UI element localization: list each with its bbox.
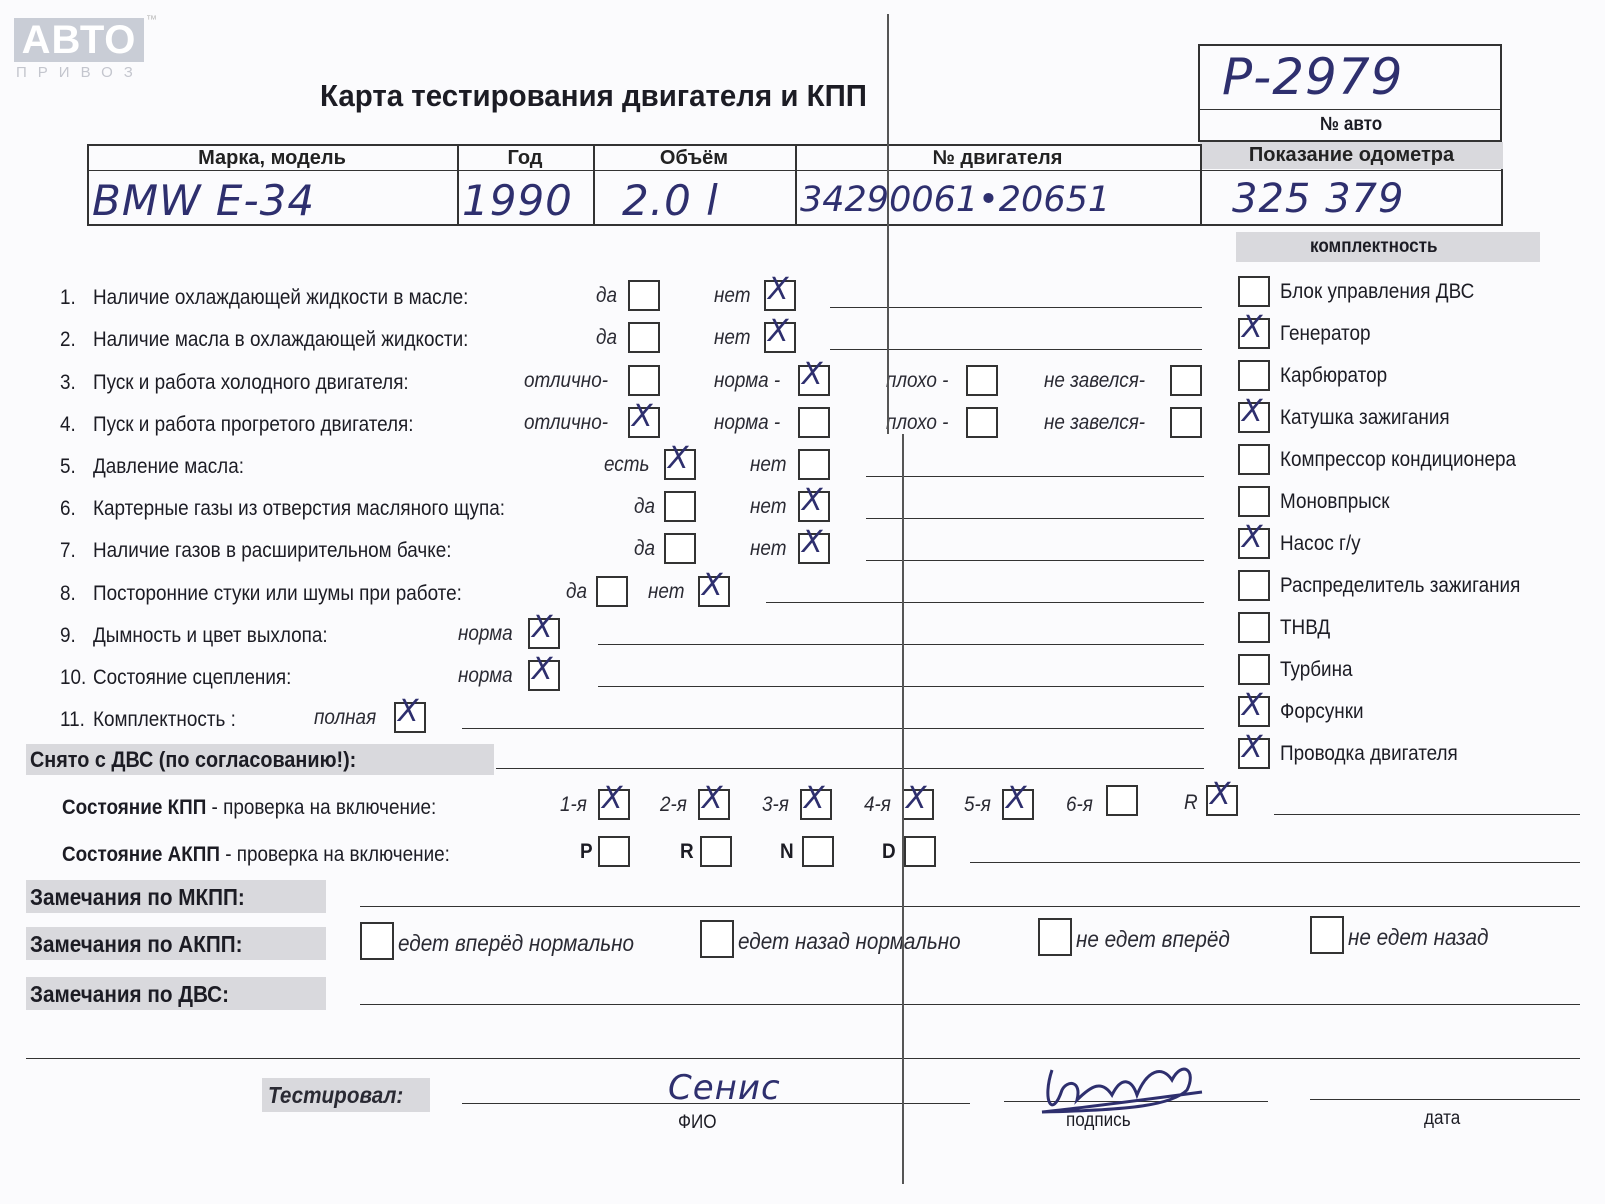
- check-mark: X: [1242, 520, 1263, 555]
- removed-label: Снято с ДВС (по согласованию!):: [30, 747, 357, 772]
- kpp-gear-6-label: 6-я: [1066, 793, 1093, 816]
- remarks-mkpp-line: [360, 906, 1580, 907]
- akpp-gear-n-label: N: [780, 840, 794, 863]
- check-mark: X: [532, 610, 553, 645]
- kit-4-checkbox[interactable]: [1238, 394, 1270, 433]
- check-5-opt-1-checkbox[interactable]: [664, 441, 696, 480]
- kpp-gear-3-checkbox[interactable]: [800, 781, 832, 820]
- check-2-opt-2-checkbox[interactable]: [764, 314, 796, 353]
- check-7-opt-2-checkbox[interactable]: [798, 525, 830, 564]
- kpp-line: [1274, 814, 1580, 815]
- check-8-number: 8.: [60, 582, 76, 605]
- odometer-label: Показание одометра: [1248, 144, 1455, 166]
- kpp-gear-6-checkbox[interactable]: [1106, 785, 1138, 816]
- akpp-gear-p-label: P: [580, 840, 593, 863]
- kit-6-label: Моновпрыск: [1280, 490, 1390, 513]
- check-1-opt-1-label: да: [596, 284, 617, 307]
- check-mark: X: [532, 652, 553, 687]
- year-label: Год: [507, 147, 543, 169]
- fio-value: Сенис: [668, 1068, 781, 1108]
- remarks-mkpp-label: Замечания по МКПП:: [30, 884, 245, 910]
- check-2-number: 2.: [60, 328, 76, 351]
- kpp-gear-r-label: R: [1184, 791, 1198, 814]
- akpp-remark-2-checkbox[interactable]: [700, 920, 734, 958]
- check-3-opt-4-label: не завелся-: [1044, 369, 1146, 392]
- check-mark: X: [1242, 310, 1263, 345]
- kit-2-checkbox[interactable]: [1238, 310, 1270, 349]
- check-2-label: Наличие масла в охлаждающей жидкости:: [93, 328, 469, 351]
- check-8-opt-1-checkbox[interactable]: [596, 576, 628, 607]
- check-1-opt-2-label: нет: [714, 284, 751, 307]
- akpp-remark-2-label: едет назад нормально: [738, 928, 961, 954]
- car-number-label: № авто: [1320, 114, 1383, 135]
- car-number-divider: [1198, 109, 1502, 110]
- check-mark: X: [906, 781, 927, 816]
- check-3-opt-1-label: отлично-: [524, 369, 609, 392]
- check-8-opt-2-label: нет: [648, 580, 685, 603]
- kit-7-label: Насос г/у: [1280, 532, 1361, 555]
- odometer-value: 325 379: [1232, 176, 1405, 222]
- logo-tm: ™: [146, 14, 157, 26]
- kit-8-label: Распределитель зажигания: [1280, 574, 1521, 597]
- check-9-opt-1-checkbox[interactable]: [528, 610, 560, 649]
- akpp-gear-d-label: D: [882, 840, 896, 863]
- check-4-opt-3-checkbox[interactable]: [966, 407, 998, 438]
- check-3-opt-4-checkbox[interactable]: [1170, 365, 1202, 396]
- check-mark: X: [702, 781, 723, 816]
- check-mark: X: [1006, 781, 1027, 816]
- kit-11-label: Форсунки: [1280, 700, 1364, 723]
- kit-8-checkbox[interactable]: [1238, 570, 1270, 601]
- check-mark: X: [398, 694, 419, 729]
- kpp-label-rest: - проверка на включение:: [206, 796, 437, 819]
- check-9-opt-1-label: норма: [458, 622, 513, 645]
- akpp-remark-1-checkbox[interactable]: [360, 922, 394, 960]
- check-6-opt-2-label: нет: [750, 495, 787, 518]
- fold-line-1: [887, 14, 889, 434]
- check-11-opt-1-label: полная: [314, 706, 377, 729]
- akpp-gear-r-checkbox[interactable]: [700, 836, 732, 867]
- fold-line-2: [902, 434, 904, 1184]
- check-mark: X: [1242, 730, 1263, 765]
- akpp-label-rest: - проверка на включение:: [219, 843, 450, 866]
- kit-title: комплектность: [1310, 236, 1438, 257]
- check-5-number: 5.: [60, 455, 76, 478]
- check-1-line: [830, 307, 1202, 308]
- kpp-gear-1-label: 1-я: [560, 793, 587, 816]
- kpp-gear-2-label: 2-я: [660, 793, 687, 816]
- kpp-gear-4-label: 4-я: [864, 793, 891, 816]
- kpp-gear-r-checkbox[interactable]: [1206, 777, 1238, 816]
- sign-label: подпись: [1066, 1110, 1131, 1131]
- check-8-line: [766, 602, 1204, 603]
- kit-9-label: ТНВД: [1280, 616, 1331, 639]
- check-8-opt-2-checkbox[interactable]: [698, 568, 730, 607]
- check-mark: X: [768, 272, 789, 307]
- check-4-opt-1-checkbox[interactable]: [628, 399, 660, 438]
- check-6-opt-1-label: да: [634, 495, 655, 518]
- check-2-line: [830, 349, 1202, 350]
- check-4-label: Пуск и работа прогретого двигателя:: [93, 413, 414, 436]
- check-8-opt-1-label: да: [566, 580, 587, 603]
- check-5-opt-1-label: есть: [604, 453, 650, 476]
- kit-6-checkbox[interactable]: [1238, 486, 1270, 517]
- akpp-gear-p-checkbox[interactable]: [598, 836, 630, 867]
- volume-label: Объём: [659, 147, 729, 169]
- check-10-opt-1-checkbox[interactable]: [528, 652, 560, 691]
- check-10-number: 10.: [60, 666, 87, 689]
- akpp-remark-3-checkbox[interactable]: [1038, 918, 1072, 956]
- engine-value: 34290061•20651: [800, 180, 1111, 220]
- logo-sub: ПРИВОЗ: [16, 64, 144, 81]
- akpp-line: [970, 862, 1580, 863]
- kpp-label-bold: Состояние КПП: [62, 796, 207, 819]
- check-1-opt-2-checkbox[interactable]: [764, 272, 796, 311]
- check-4-opt-2-label: норма -: [714, 411, 781, 434]
- check-mark: X: [702, 568, 723, 603]
- page-title: Карта тестирования двигателя и КПП: [320, 78, 867, 113]
- check-10-opt-1-label: норма: [458, 664, 513, 687]
- check-mark: X: [802, 357, 823, 392]
- kit-11-checkbox[interactable]: [1238, 688, 1270, 727]
- check-4-number: 4.: [60, 413, 76, 436]
- kit-10-checkbox[interactable]: [1238, 654, 1270, 685]
- check-5-label: Давление масла:: [93, 455, 244, 478]
- kpp-gear-4-checkbox[interactable]: [902, 781, 934, 820]
- kit-1-label: Блок управления ДВС: [1280, 280, 1475, 303]
- check-mark: X: [804, 781, 825, 816]
- kit-3-checkbox[interactable]: [1238, 360, 1270, 391]
- check-3-opt-2-checkbox[interactable]: [798, 357, 830, 396]
- check-10-line: [598, 686, 1204, 687]
- check-6-line: [866, 518, 1204, 519]
- make-label: Марка, модель: [198, 147, 346, 169]
- remarks-dvs-label: Замечания по ДВС:: [30, 981, 230, 1007]
- year-value: 1990: [462, 176, 573, 225]
- kpp-gear-1-checkbox[interactable]: [598, 781, 630, 820]
- make-value: BMW E-34: [92, 176, 316, 225]
- check-4-opt-4-checkbox[interactable]: [1170, 407, 1202, 438]
- check-7-line: [866, 560, 1204, 561]
- remarks-dvs-line: [360, 1004, 1580, 1005]
- check-4-opt-3-label: плохо -: [886, 411, 949, 434]
- logo-brand: АВТО: [14, 18, 144, 62]
- check-7-label: Наличие газов в расширительном бачке:: [93, 539, 452, 562]
- check-1-number: 1.: [60, 286, 76, 309]
- engine-label: № двигателя: [932, 147, 1063, 169]
- check-mark: X: [802, 525, 823, 560]
- check-1-opt-1-checkbox[interactable]: [628, 280, 660, 311]
- check-mark: X: [632, 399, 653, 434]
- check-2-opt-1-checkbox[interactable]: [628, 322, 660, 353]
- kit-5-checkbox[interactable]: [1238, 444, 1270, 475]
- check-2-opt-1-label: да: [596, 326, 617, 349]
- check-11-line: [462, 728, 1204, 729]
- akpp-remark-4-label: не едет назад: [1348, 924, 1489, 950]
- check-7-number: 7.: [60, 539, 76, 562]
- akpp-gear-n-checkbox[interactable]: [802, 836, 834, 867]
- kpp-label: [62, 796, 436, 820]
- remarks-extra-line: [26, 1058, 1580, 1059]
- akpp-label-bold: Состояние АКПП: [62, 843, 220, 866]
- check-9-label: Дымность и цвет выхлопа:: [93, 624, 328, 647]
- fio-label: ФИО: [678, 1112, 717, 1133]
- check-8-label: Посторонние стуки или шумы при работе:: [93, 582, 462, 605]
- check-mark: X: [768, 314, 789, 349]
- check-6-number: 6.: [60, 497, 76, 520]
- check-3-opt-3-label: плохо -: [886, 369, 949, 392]
- kit-2-label: Генератор: [1280, 322, 1371, 345]
- remarks-akpp-label: Замечания по АКПП:: [30, 931, 243, 957]
- check-5-opt-2-checkbox[interactable]: [798, 449, 830, 480]
- check-6-label: Картерные газы из отверстия масляного щупа:: [93, 497, 505, 520]
- kit-9-checkbox[interactable]: [1238, 612, 1270, 643]
- check-11-number: 11.: [60, 708, 85, 731]
- check-5-line: [866, 476, 1204, 477]
- akpp-remark-1-label: едет вперёд нормально: [398, 930, 635, 956]
- check-7-opt-2-label: нет: [750, 537, 787, 560]
- akpp-gear-r-label: R: [680, 840, 694, 863]
- kpp-gear-3-label: 3-я: [762, 793, 789, 816]
- check-1-label: Наличие охлаждающей жидкости в масле:: [93, 286, 469, 309]
- check-9-number: 9.: [60, 624, 76, 647]
- check-11-opt-1-checkbox[interactable]: [394, 694, 426, 733]
- date-label: дата: [1424, 1108, 1461, 1129]
- akpp-gear-d-checkbox[interactable]: [904, 836, 936, 867]
- volume-value: 2.0 l: [622, 176, 719, 225]
- check-10-label: Состояние сцепления:: [93, 666, 292, 689]
- check-3-opt-1-checkbox[interactable]: [628, 365, 660, 396]
- kit-5-label: Компрессор кондиционера: [1280, 448, 1517, 471]
- kit-12-checkbox[interactable]: [1238, 730, 1270, 769]
- car-number-value: Р-2979: [1222, 48, 1404, 106]
- check-mark: X: [602, 781, 623, 816]
- check-mark: X: [1242, 688, 1263, 723]
- check-mark: X: [1242, 394, 1263, 429]
- check-2-opt-2-label: нет: [714, 326, 751, 349]
- logo: [14, 14, 157, 82]
- check-5-opt-2-label: нет: [750, 453, 787, 476]
- kpp-gear-5-checkbox[interactable]: [1002, 781, 1034, 820]
- check-3-number: 3.: [60, 371, 76, 394]
- check-4-opt-1-label: отлично-: [524, 411, 609, 434]
- check-4-opt-2-checkbox[interactable]: [798, 407, 830, 438]
- kit-12-label: Проводка двигателя: [1280, 742, 1458, 765]
- check-mark: X: [802, 483, 823, 518]
- date-line: [1310, 1099, 1580, 1100]
- check-3-label: Пуск и работа холодного двигателя:: [93, 371, 409, 394]
- check-4-opt-4-label: не завелся-: [1044, 411, 1146, 434]
- check-7-opt-1-label: да: [634, 537, 655, 560]
- check-7-opt-1-checkbox[interactable]: [664, 533, 696, 564]
- kit-4-label: Катушка зажигания: [1280, 406, 1450, 429]
- akpp-label: [62, 843, 450, 867]
- check-6-opt-1-checkbox[interactable]: [664, 491, 696, 522]
- tested-label: Тестировал:: [268, 1082, 404, 1108]
- check-mark: X: [668, 441, 689, 476]
- kpp-gear-2-checkbox[interactable]: [698, 781, 730, 820]
- kpp-gear-5-label: 5-я: [964, 793, 991, 816]
- kit-10-label: Турбина: [1280, 658, 1353, 681]
- check-11-label: Комплектность :: [93, 708, 236, 731]
- kit-7-checkbox[interactable]: [1238, 520, 1270, 559]
- check-6-opt-2-checkbox[interactable]: [798, 483, 830, 522]
- akpp-remark-4-checkbox[interactable]: [1310, 916, 1344, 954]
- check-3-opt-3-checkbox[interactable]: [966, 365, 998, 396]
- removed-line: [496, 768, 1204, 769]
- check-3-opt-2-label: норма -: [714, 369, 781, 392]
- akpp-remark-3-label: не едет вперёд: [1076, 926, 1230, 952]
- check-mark: X: [1210, 777, 1231, 812]
- check-9-line: [598, 644, 1204, 645]
- kit-3-label: Карбюратор: [1280, 364, 1388, 387]
- kit-1-checkbox[interactable]: [1238, 276, 1270, 307]
